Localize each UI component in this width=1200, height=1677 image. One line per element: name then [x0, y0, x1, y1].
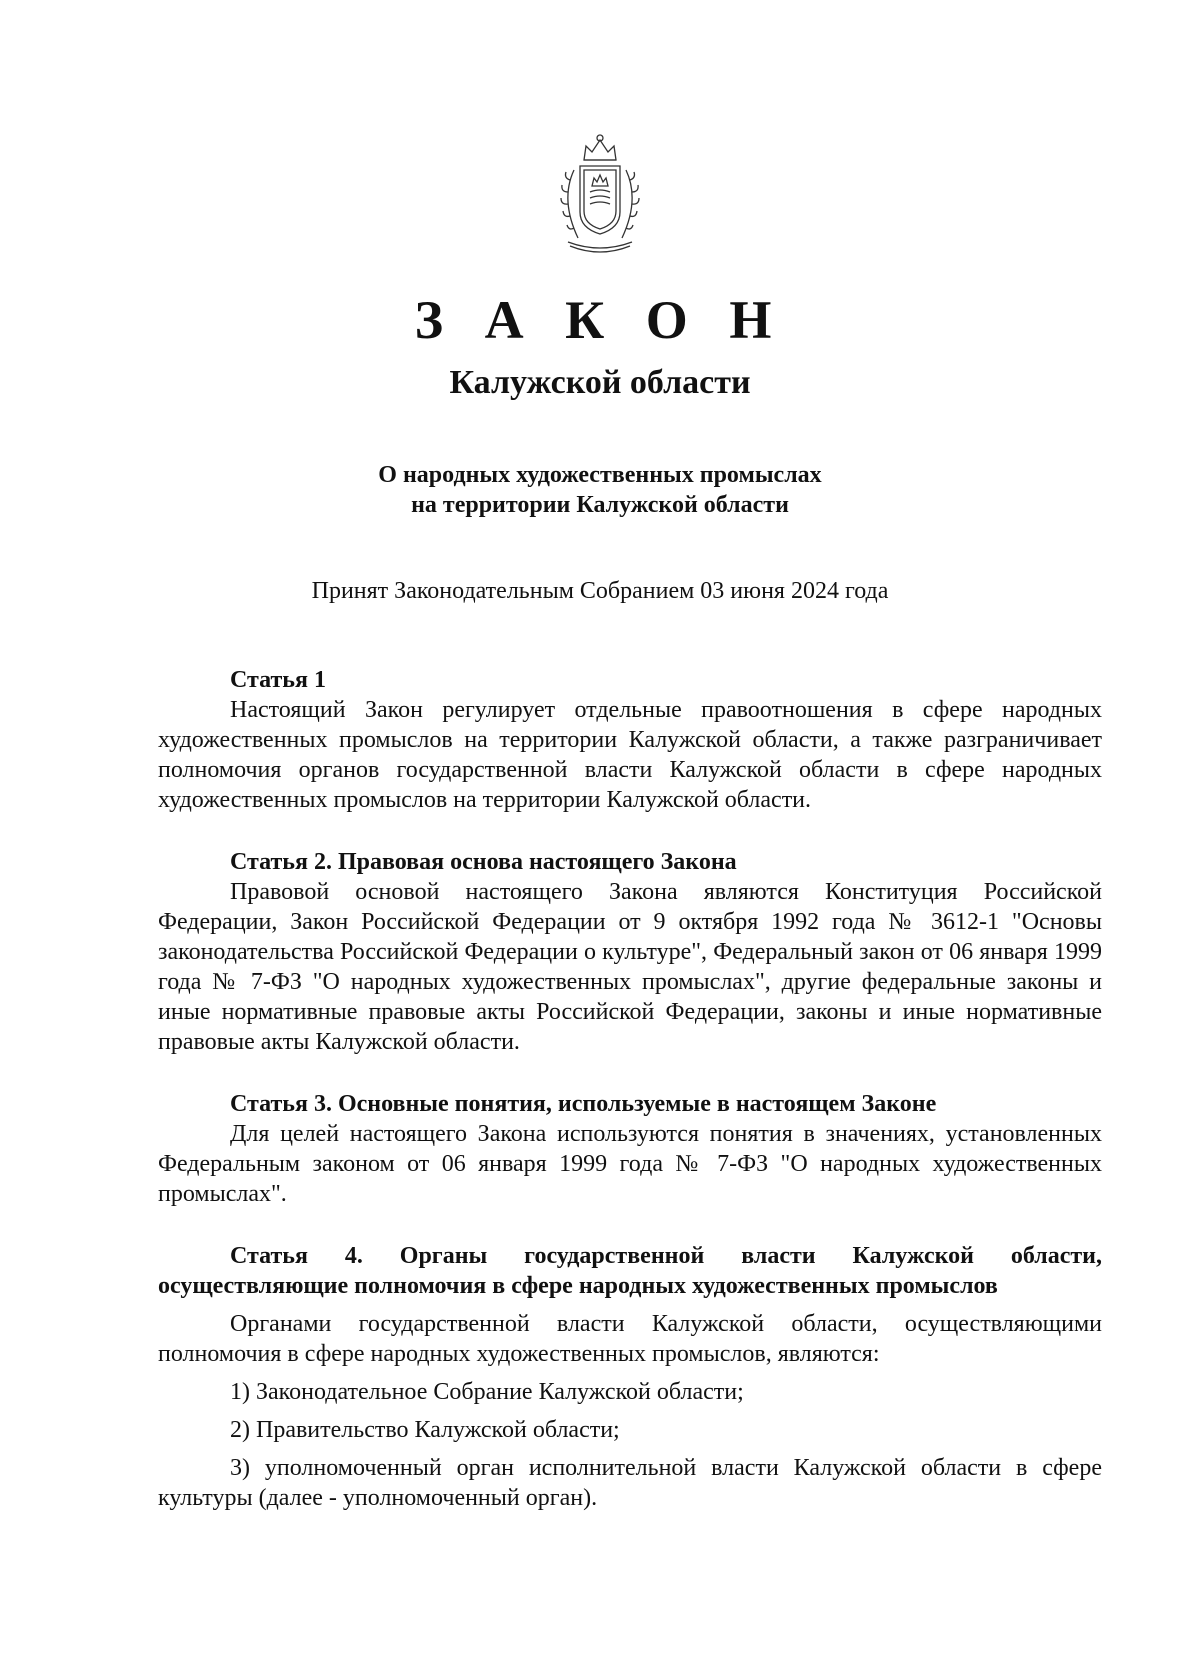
subject-line-2: на территории Калужской области [411, 492, 789, 518]
article-3 [158, 1089, 1102, 1209]
article-heading: Статья 1 [230, 667, 326, 693]
list-item: 2) Правительство Калужской области; [230, 1417, 620, 1443]
subject-line-1: О народных художественных промыслах [378, 462, 822, 488]
article-4 [158, 1241, 1102, 1513]
document-body [158, 665, 1102, 1513]
article-2 [158, 847, 1102, 1057]
article-1 [158, 665, 1102, 815]
article-heading: Статья 3. Основные понятия, используемые в настоящем Законе [230, 1091, 937, 1117]
coat-of-arms-icon [540, 130, 660, 260]
article-paragraph: Для целей настоящего Закона используются понятия в значениях, установленных Федеральным законом от 06 января 1999 года № 7-ФЗ "О народных художественных промыслах". [158, 1121, 1102, 1207]
adoption-note: Принят Законодательным Собранием 03 июня 2024 года [311, 578, 889, 604]
list-item: 3) уполномоченный орган исполнительной власти Калужской области в сфере культуры (далее - уполномоченный орган). [158, 1455, 1102, 1511]
document-subject [0, 460, 1200, 520]
document-title: З А К О Н [414, 290, 786, 350]
article-heading: Статья 4. Органы государственной власти Калужской области, осуществляющие полномочия в сфере народных художественных промыслов [158, 1243, 1102, 1299]
document-region: Калужской области [449, 364, 751, 401]
article-heading: Статья 2. Правовая основа настоящего Закона [230, 849, 737, 875]
article-paragraph: Органами государственной власти Калужской области, осуществляющими полномочия в сфере народных художественных промыслов, являются: [158, 1311, 1102, 1367]
article-paragraph: Правовой основой настоящего Закона являются Конституция Российской Федерации, Закон Российской Федерации от 9 октября 1992 года № 3612-1 "Основы законодательства Российской Федерации о культуре", Федеральный закон от 06 января 1999 года № 7-ФЗ "О народных художественных промыслах", другие федеральные законы и иные нормативные правовые акты Российской Федерации, законы и иные нормативные правовые акты Калужской области. [158, 879, 1102, 1055]
list-item: 1) Законодательное Собрание Калужской области; [230, 1379, 744, 1405]
article-paragraph: Настоящий Закон регулирует отдельные правоотношения в сфере народных художественных промыслов на территории Калужской области, а также разграничивает полномочия органов государственной власти Калужской области в сфере народных художественных промыслов на территории Калужской области. [158, 697, 1102, 813]
